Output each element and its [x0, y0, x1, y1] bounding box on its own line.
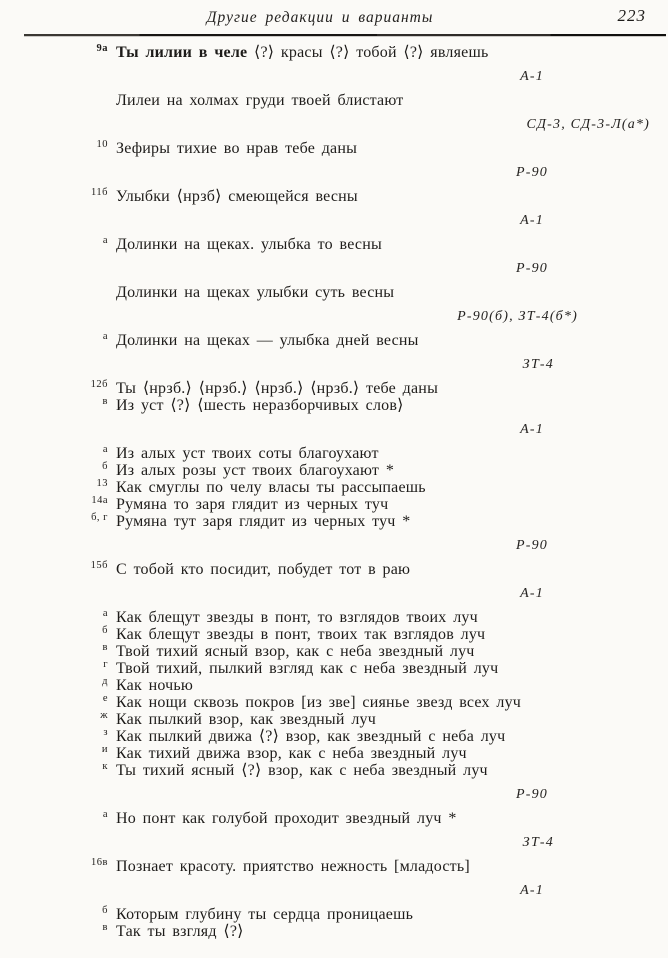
variant-line	[0, 923, 668, 940]
line-marker: 16в	[91, 857, 108, 868]
line-marker: а	[102, 809, 108, 820]
variant-text: Ты тихий ясный ⟨?⟩ взор, как с неба звездный луч	[116, 762, 488, 779]
variant-text: Которым глубину ты сердца проницаешь	[116, 906, 414, 923]
variant-text: Зефиры тихие во нрав тебе даны	[116, 140, 358, 157]
line-marker: 15б	[90, 560, 108, 571]
line-marker: 9а	[96, 43, 108, 54]
line-marker: 14а	[91, 495, 108, 506]
source-siglum-label: Р-90	[515, 538, 548, 553]
variant-text: Как смуглы по челу власы ты рассыпаешь	[116, 479, 426, 496]
source-siglum-label: ЗТ-4	[522, 835, 554, 850]
line-marker: 10	[96, 139, 108, 150]
line-marker: а	[102, 235, 108, 246]
line-marker: а	[102, 331, 108, 342]
source-siglum	[0, 164, 668, 181]
line-marker: г	[103, 659, 108, 670]
source-siglum	[0, 786, 668, 803]
line-marker: д	[102, 676, 108, 687]
source-siglum-label: А-1	[520, 69, 544, 84]
line-marker: и	[101, 744, 108, 755]
line-marker: ж	[100, 710, 108, 721]
variant-line	[0, 236, 668, 253]
source-siglum-label: А-1	[520, 422, 544, 437]
variant-text: Из уст ⟨?⟩ ⟨шесть неразборчивых слов⟩	[116, 397, 404, 414]
variant-line	[0, 397, 668, 414]
variant-text: Долинки на щеках — улыбка дней весны	[116, 332, 419, 349]
line-marker: в	[102, 642, 108, 653]
variant-text: Твой тихий, пылкий взгляд как с неба звездный луч	[116, 660, 499, 677]
variant-text: Так ты взгляд ⟨?⟩	[116, 923, 244, 940]
variant-text: Лилеи на холмах груди твоей блистают	[116, 92, 404, 109]
source-siglum-label: Р-90	[515, 261, 548, 276]
variant-text: Из алых уст твоих соты благоухают	[116, 445, 379, 462]
source-siglum	[0, 882, 668, 899]
variant-text: Твой тихий ясный взор, как с неба звездный луч	[116, 643, 475, 660]
source-siglum	[0, 260, 668, 277]
source-siglum	[0, 585, 668, 602]
variant-line	[0, 188, 668, 205]
variant-text: Как нощи сквозь покров [из зве] сиянье звезд всех луч	[116, 694, 522, 711]
source-siglum-label: А-1	[520, 883, 544, 898]
variant-text: Долинки на щеках улыбки суть весны	[116, 284, 395, 301]
variant-line	[0, 762, 668, 779]
variant-line	[0, 810, 668, 827]
variant-text: Как блещут звезды в понт, то взглядов твоих луч	[116, 609, 478, 626]
variant-line	[0, 858, 668, 875]
source-siglum-label: Р-90	[515, 787, 548, 802]
line-marker: е	[102, 693, 108, 704]
variant-line	[0, 140, 668, 157]
source-siglum-label: СД-3, СД-3-Л(а*)	[526, 117, 650, 132]
source-siglum	[0, 116, 668, 133]
line-marker: б	[102, 461, 108, 472]
variant-text: Румяна тут заря глядит из черных туч *	[116, 513, 411, 530]
variant-text: Как пылкий движа ⟨?⟩ взор, как звездный с неба луч	[116, 728, 506, 745]
source-siglum-label: ЗТ-4	[522, 357, 554, 372]
source-siglum	[0, 212, 668, 229]
page-number: 223	[617, 6, 646, 25]
variant-line	[0, 92, 668, 109]
variant-line	[0, 44, 668, 61]
source-siglum	[0, 537, 668, 554]
variant-text: Долинки на щеках. улыбка то весны	[116, 236, 382, 253]
variant-line	[0, 561, 668, 578]
line-marker: б	[102, 625, 108, 636]
line-marker: 13	[96, 478, 108, 489]
source-siglum-label: Р-90(б), ЗТ-4(б*)	[457, 309, 578, 324]
line-marker: б	[102, 905, 108, 916]
variants-apparatus	[0, 44, 668, 940]
variant-text: Как пылкий взор, как звездный луч	[116, 711, 376, 728]
variant-text-bold: Ты лилии в челе	[116, 44, 248, 61]
running-head	[0, 0, 668, 31]
line-marker: 11б	[91, 187, 108, 198]
source-siglum	[0, 68, 668, 85]
line-marker: з	[103, 727, 108, 738]
source-siglum-label: Р-90	[515, 165, 548, 180]
header-rule	[24, 34, 666, 36]
variant-text: Румяна то заря глядит из черных туч	[116, 496, 389, 513]
line-marker: 12б	[90, 379, 108, 390]
source-siglum	[0, 308, 668, 325]
running-header-title: Другие редакции и варианты	[206, 9, 434, 26]
source-siglum	[0, 356, 668, 373]
variant-text: Как тихий движа взор, как с неба звездный луч	[116, 745, 467, 762]
line-marker: а	[102, 444, 108, 455]
variant-line	[0, 513, 668, 530]
line-marker: в	[102, 396, 108, 407]
variant-text: Познает красоту. приятство нежность [младость]	[116, 858, 470, 875]
line-marker: в	[102, 922, 108, 933]
variant-text: Ты ⟨нрзб.⟩ ⟨нрзб.⟩ ⟨нрзб.⟩ ⟨нрзб.⟩ тебе даны	[116, 380, 439, 397]
line-marker: а	[102, 608, 108, 619]
source-siglum	[0, 421, 668, 438]
source-siglum-label: А-1	[520, 213, 544, 228]
variant-text: Из алых розы уст твоих благоухают *	[116, 462, 395, 479]
variant-text: Но понт как голубой проходит звездный луч *	[116, 810, 457, 827]
line-marker: б, г	[91, 512, 108, 523]
variant-text: ⟨?⟩ красы ⟨?⟩ тобой ⟨?⟩ являешь	[247, 44, 489, 61]
variant-text: Как блещут звезды в понт, твоих так взглядов луч	[116, 626, 486, 643]
source-siglum	[0, 834, 668, 851]
variant-line	[0, 332, 668, 349]
variant-text: Как ночью	[116, 677, 194, 694]
line-marker: к	[102, 761, 108, 772]
variant-text: Улыбки ⟨нрзб⟩ смеющейся весны	[116, 188, 358, 205]
variant-line	[0, 284, 668, 301]
variant-text: С тобой кто посидит, побудет тот в раю	[116, 561, 411, 578]
source-siglum-label: А-1	[520, 586, 544, 601]
